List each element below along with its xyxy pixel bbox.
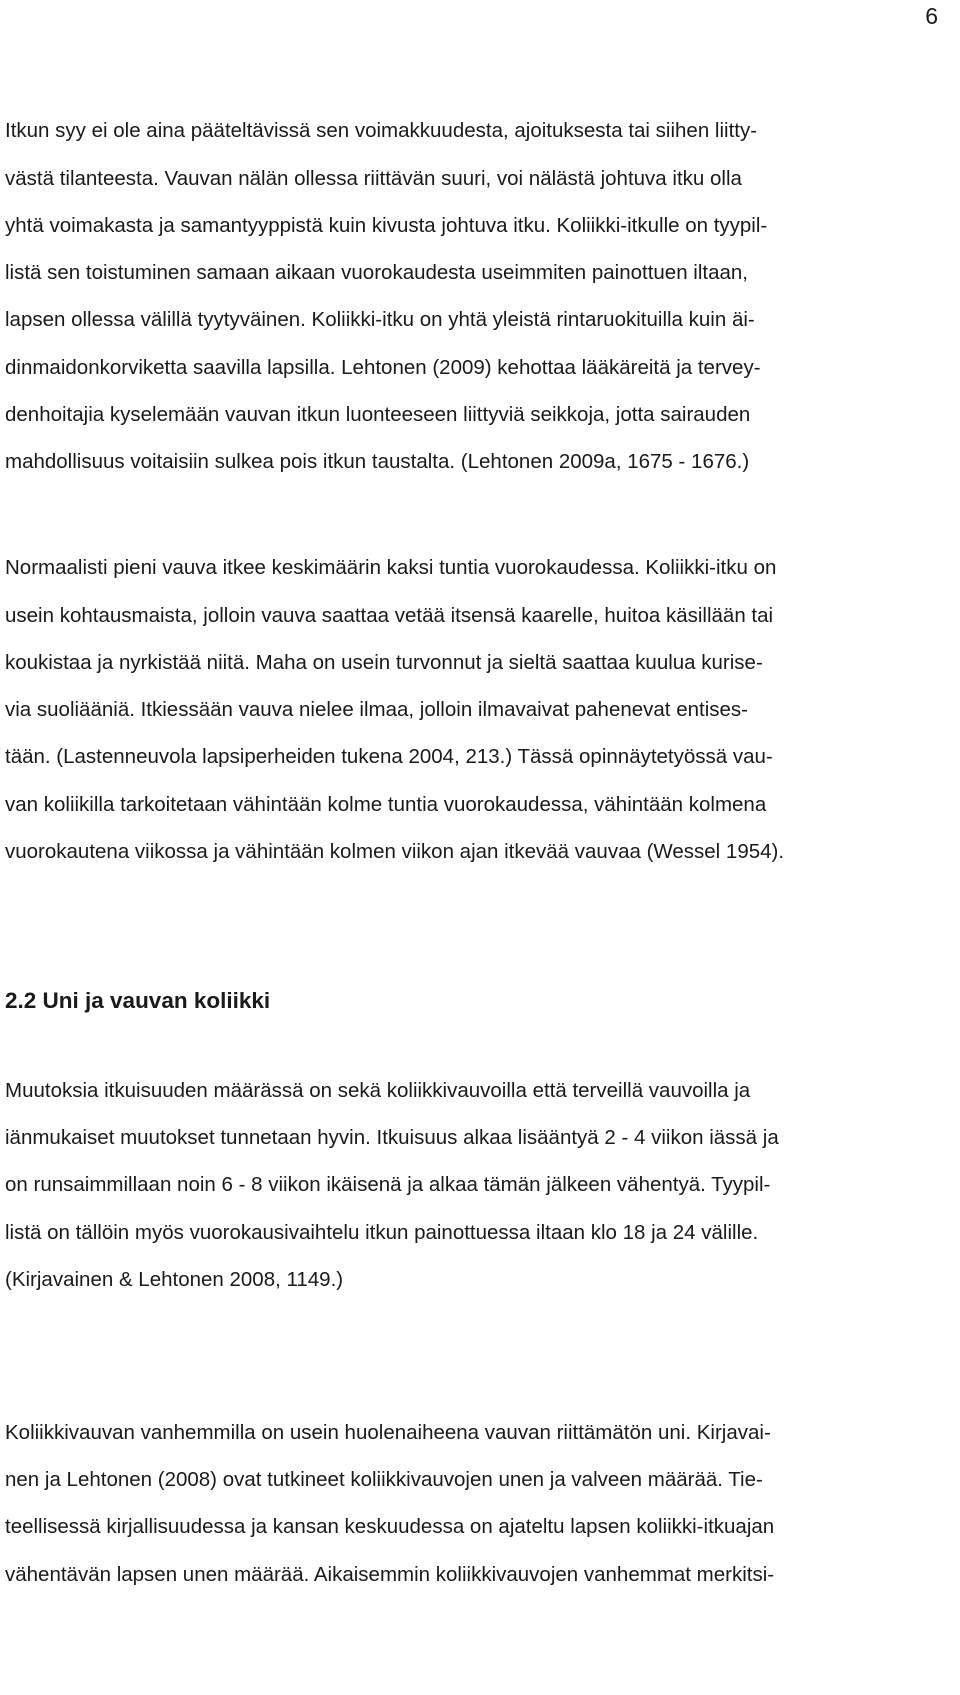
text-line: iänmukaiset muutokset tunnetaan hyvin. Itkuisuus alkaa lisääntyä 2 - 4 viikon iässä ja [5,1126,779,1149]
text-line: Muutoksia itkuisuuden määrässä on sekä koliikkivauvoilla että terveillä vauvoilla ja [5,1079,751,1102]
text-line: Normaalisti pieni vauva itkee keskimäärin kaksi tuntia vuorokaudessa. Koliikki-itku on [5,556,777,579]
text-line: dinmaidonkorviketta saavilla lapsilla. Lehtonen (2009) kehottaa lääkäreitä ja tervey- [5,356,761,379]
text-line: teellisessä kirjallisuudessa ja kansan keskuudessa on ajateltu lapsen koliikki-itkuajan [5,1515,775,1538]
text-line: usein kohtausmaista, jolloin vauva saattaa vetää itsensä kaarelle, huitoa käsillään tai [5,604,774,627]
section-heading: 2.2 Uni ja vauvan koliikki [5,988,271,1013]
text-line: Koliikkivauvan vanhemmilla on usein huolenaiheena vauvan riittämätön uni. Kirjavai- [5,1421,771,1444]
page-number: 6 [925,3,938,29]
text-line: via suoliääniä. Itkiessään vauva nielee ilmaa, jolloin ilmavaivat pahenevat entises- [5,698,748,721]
text-line: lapsen ollessa välillä tyytyväinen. Koliikki-itku on yhtä yleistä rintaruokituilla kuin äi- [5,308,755,331]
text-line: västä tilanteesta. Vauvan nälän ollessa riittävän suuri, voi nälästä johtuva itku olla [5,167,742,190]
text-line: listä on tällöin myös vuorokausivaihtelu itkun painottuessa iltaan klo 18 ja 24 välille. [5,1221,759,1244]
text-line: mahdollisuus voitaisiin sulkea pois itkun taustalta. (Lehtonen 2009a, 1675 - 1676.) [5,450,750,473]
text-line: vähentävän lapsen unen määrää. Aikaisemmin koliikkivauvojen vanhemmat merkitsi- [5,1563,775,1586]
text-line: on runsaimmillaan noin 6 - 8 viikon ikäisenä ja alkaa tämän jälkeen vähentyä. Tyypil- [5,1173,771,1196]
text-line: vuorokautena viikossa ja vähintään kolmen viikon ajan itkevää vauvaa (Wessel 1954). [5,840,785,863]
text-line: koukistaa ja nyrkistää niitä. Maha on usein turvonnut ja sieltä saattaa kuulua kurise- [5,651,763,674]
text-line: van koliikilla tarkoitetaan vähintään kolme tuntia vuorokaudessa, vähintään kolmena [5,793,767,816]
text-line: (Kirjavainen & Lehtonen 2008, 1149.) [5,1268,344,1291]
text-line: denhoitajia kyselemään vauvan itkun luonteeseen liittyviä seikkoja, jotta sairauden [5,403,751,426]
text-line: listä sen toistuminen samaan aikaan vuorokaudesta useimmiten painottuen iltaan, [5,261,748,284]
text-line: yhtä voimakasta ja samantyyppistä kuin kivusta johtuva itku. Koliikki-itkulle on tyypil- [5,214,768,237]
text-line: nen ja Lehtonen (2008) ovat tutkineet koliikkivauvojen unen ja valveen määrää. Tie- [5,1468,763,1491]
text-line: Itkun syy ei ole aina pääteltävissä sen voimakkuudesta, ajoituksesta tai siihen liitty- [5,119,758,142]
text-line: tään. (Lastenneuvola lapsiperheiden tukena 2004, 213.) Tässä opinnäytetyössä vau- [5,745,773,768]
